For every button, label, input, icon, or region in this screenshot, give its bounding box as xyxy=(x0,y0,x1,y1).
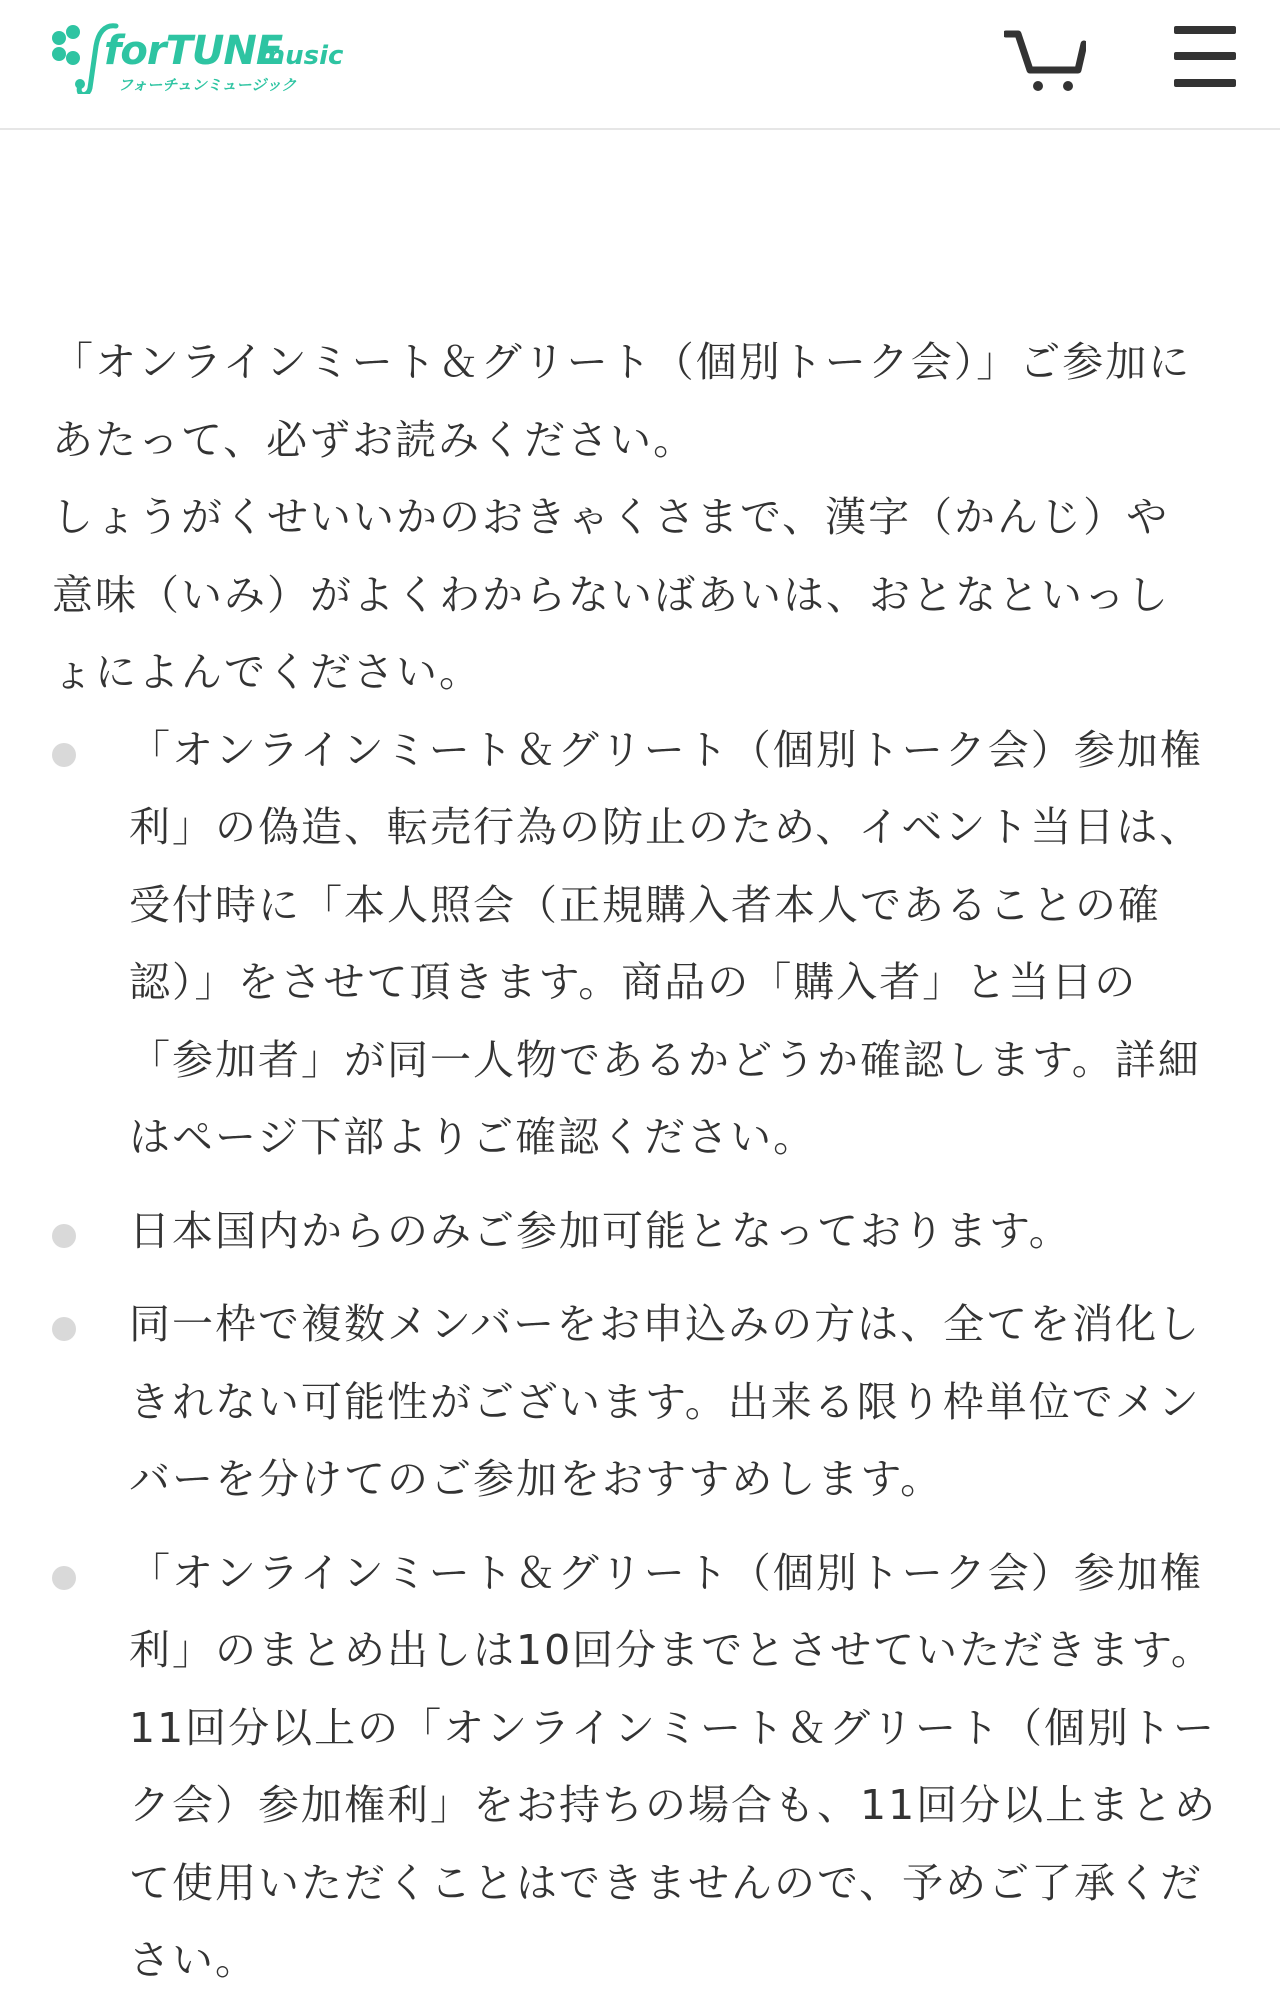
hamburger-menu-icon[interactable] xyxy=(1172,22,1238,92)
notice-intro xyxy=(52,324,1220,712)
notice-list xyxy=(52,712,1220,2000)
list-item xyxy=(52,1535,1220,2000)
intro-text-1: 「オンラインミート＆グリート（個別トーク会）」ご参加にあたって、必ずお読みください。 xyxy=(52,338,1192,464)
bullet-icon xyxy=(52,1566,76,1590)
list-item xyxy=(52,1286,1220,1519)
notice-content xyxy=(0,130,1280,2000)
intro-text-2: しょうがくせいいかのおきゃくさまで、漢字（かんじ）や意味（いみ）がよくわからないばあいは、おとなといっしょによんでください。 xyxy=(52,493,1170,696)
bullet-icon xyxy=(52,1317,76,1341)
bullet-icon xyxy=(52,743,76,767)
cart-icon[interactable] xyxy=(1004,26,1086,94)
list-item-text: 「オンラインミート＆グリート（個別トーク会）参加権利」のまとめ出しは10回分までとさせていただきます。11回分以上の「オンラインミート＆グリート（個別トーク会）参加権利」をお持ちの場合も、11回分以上まとめて使用いただくことはできませんので、予めご了承ください。 xyxy=(129,1548,1218,1984)
list-item xyxy=(52,1193,1220,1271)
fortune-music-logo[interactable] xyxy=(46,14,346,94)
list-item-text: 同一枠で複数メンバーをお申込みの方は、全てを消化しきれない可能性がございます。出来る限り枠単位でメンバーを分けてのご参加をおすすめします。 xyxy=(129,1300,1202,1503)
list-item-text: 「オンラインミート＆グリート（個別トーク会）参加権利」の偽造、転売行為の防止のため、イベント当日は、受付時に「本人照会（正規購入者本人であることの確認）」をさせて頂きます。商品の「購入者」と当日の「参加者」が同一人物であるかどうか確認します。詳細はページ下部よりご確認ください。 xyxy=(129,725,1203,1161)
svg-text:フォーチュンミュージック: フォーチュンミュージック xyxy=(118,76,297,94)
svg-text:forTUNE: forTUNE xyxy=(104,28,283,74)
site-header xyxy=(0,0,1280,130)
list-item xyxy=(52,712,1220,1177)
bullet-icon xyxy=(52,1224,76,1248)
list-item-text: 日本国内からのみご参加可能となっております。 xyxy=(129,1206,1072,1255)
svg-text:music: music xyxy=(258,41,344,71)
